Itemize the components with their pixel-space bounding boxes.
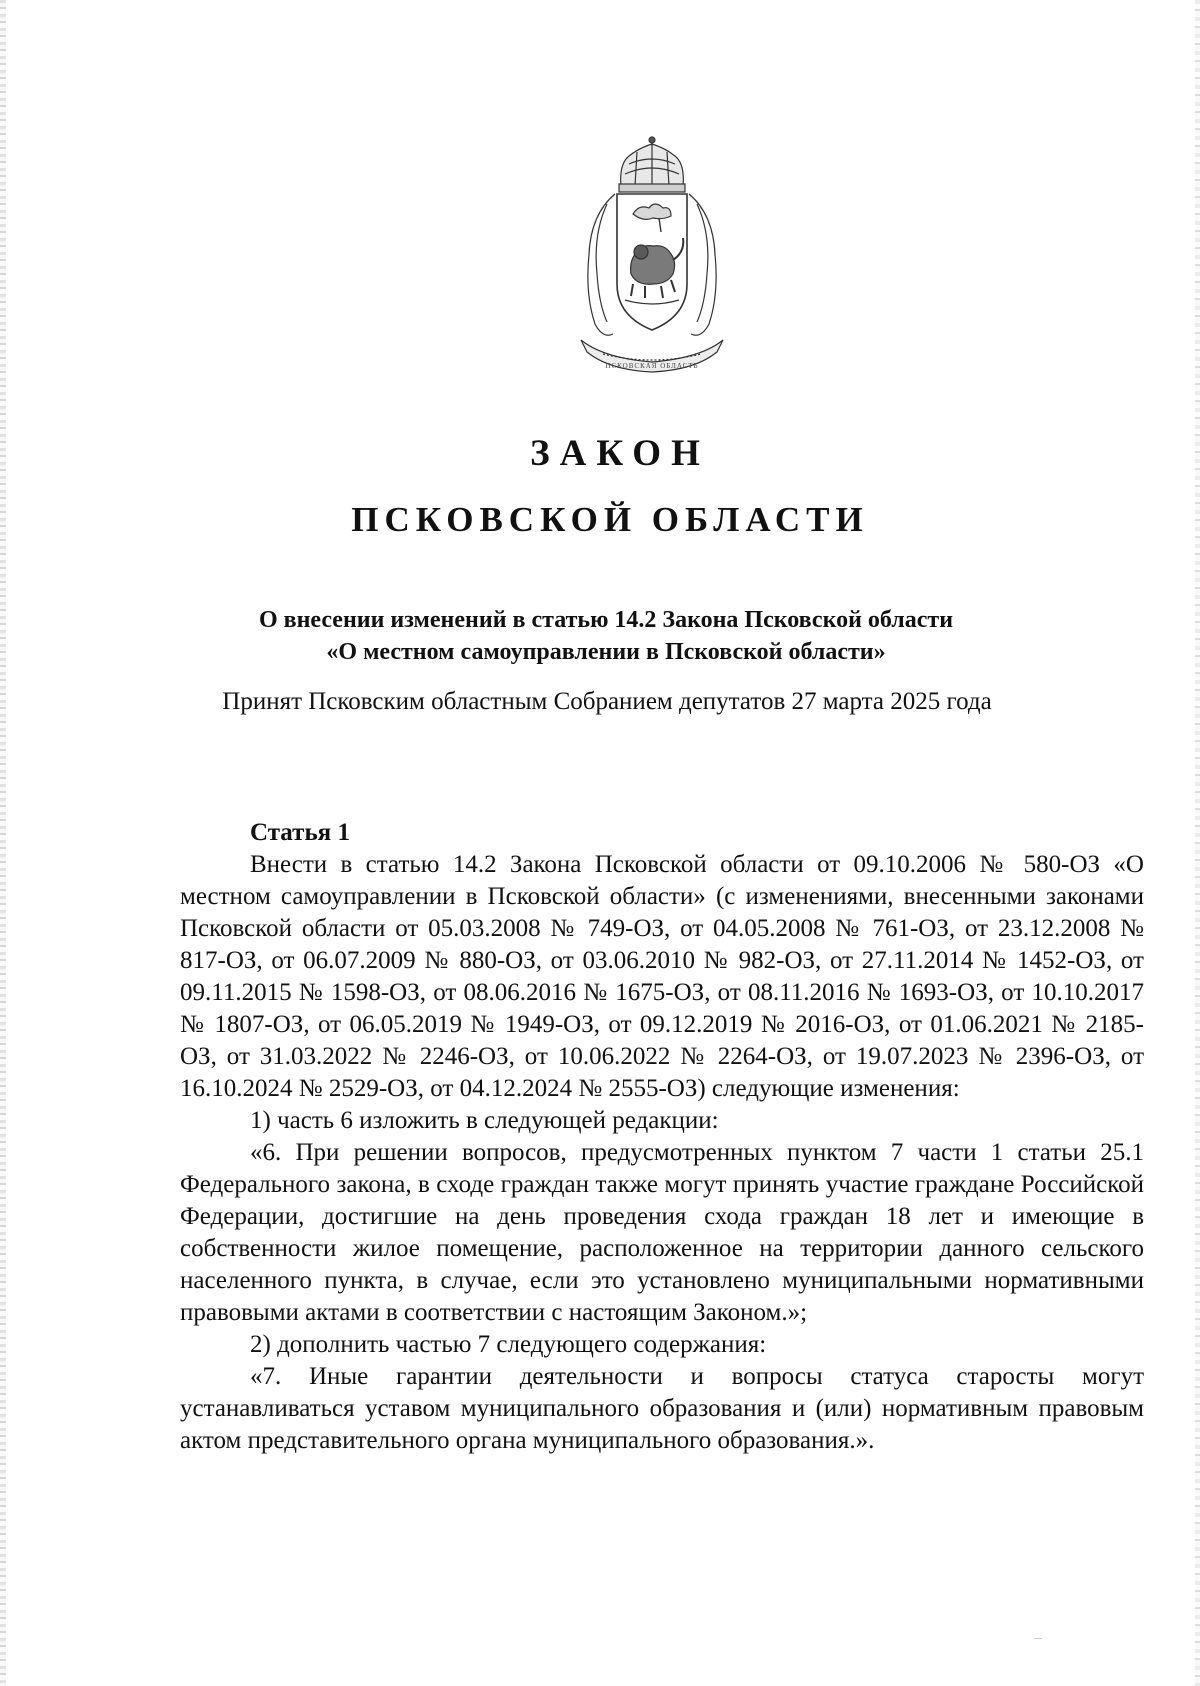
pskov-coat-of-arms-icon (563, 134, 741, 374)
law-region: ПСКОВСКОЙ ОБЛАСТИ (351, 500, 869, 539)
article-paragraph-item-1: 1) часть 6 изложить в следующей редакции: (250, 1107, 719, 1134)
article-paragraph-intro: Внести в статью 14.2 Закона Псковской области от 09.10.2006 № 580-ОЗ «О местном самоуправлении в Псковской области» (с изменениями, внесенными законами Псковской области от 05.03.2008 № 749-ОЗ, от 04.05.2008 № 761-ОЗ, от 23.12.2008 № 817-ОЗ, от 06.07.2009 № 880-ОЗ, от 03.06.2010 № 982-ОЗ, от 27.11.2014 № 1452-ОЗ, от 09.11.2015 № 1598-ОЗ, от 08.06.2016 № 1675-ОЗ, от 08.11.2016 № 1693-ОЗ, от 10.10.2017 № 1807-ОЗ, от 06.05.2019 № 1949-ОЗ, от 09.12.2019 № 2016-ОЗ, от 01.06.2021 № 2185-ОЗ, от 31.03.2022 № 2246-ОЗ, от 10.06.2022 № 2264-ОЗ, от 19.07.2023 № 2396-ОЗ, от 16.10.2024 № 2529-ОЗ, от 04.12.2024 № 2555-ОЗ) следующие изменения: (180, 851, 1144, 1102)
article-paragraph-part-6: «6. При решении вопросов, предусмотренных пунктом 7 части 1 статьи 25.1 Федерального закона, в сходе граждан также могут принять участие граждане Российской Федерации, достигшие на день проведения схода граждан 18 лет и имеющие в собственности жилое помещение, расположенное на территории данного сельского населенного пункта, в случае, если это установлено муниципальными нормативными правовыми актами в соответствии с настоящим Законом.»; (180, 1139, 1144, 1326)
article-paragraph-part-7: «7. Иные гарантии деятельности и вопросы статуса старосты могут устанавливаться уставом муниципального образования и (или) нормативным правовым актом представительного органа муниципального образования.». (180, 1363, 1144, 1454)
law-heading-line-2: «О местном самоуправлении в Псковской области» (326, 639, 886, 665)
scan-edge-left (0, 0, 6, 1686)
law-title: ЗАКОН (530, 433, 710, 474)
law-heading-line-1: О внесении изменений в статью 14.2 Закона Псковской области (258, 607, 954, 633)
article-title: Статья 1 (250, 819, 350, 846)
law-heading (0, 604, 1200, 668)
adoption-statement: Принят Псковским областным Собранием депутатов 27 марта 2025 года (222, 688, 992, 715)
article-paragraph-item-2: 2) дополнить частью 7 следующего содержания: (250, 1331, 767, 1358)
scan-artifact (1034, 1638, 1042, 1639)
scan-edge-right (1195, 0, 1200, 1686)
svg-text:ПСКОВСКАЯ ОБЛАСТЬ: ПСКОВСКАЯ ОБЛАСТЬ (605, 362, 699, 370)
article-body (180, 817, 1144, 1457)
